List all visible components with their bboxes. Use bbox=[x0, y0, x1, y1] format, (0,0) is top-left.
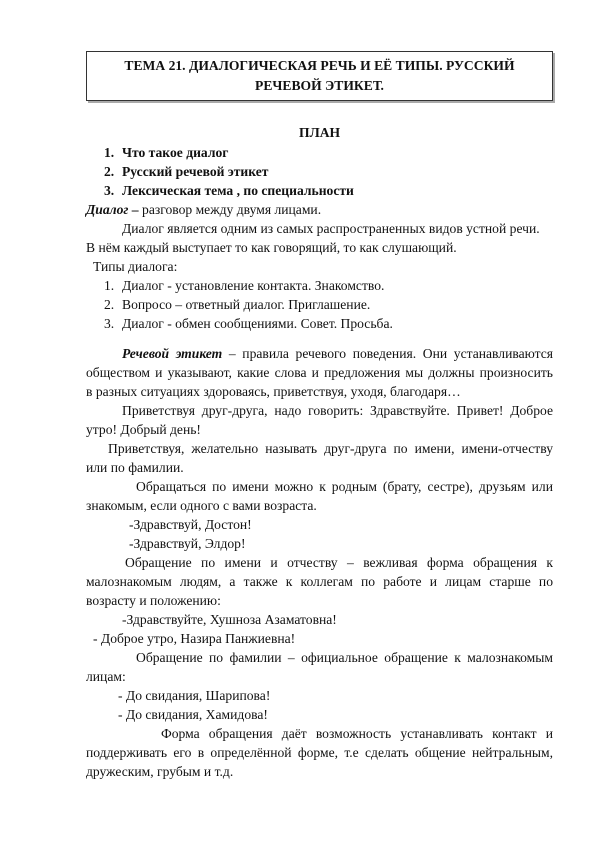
greeting-paragraph-line: утро! Добрый день! bbox=[86, 422, 201, 437]
example-line: -Здравствуй, Достон! bbox=[129, 517, 252, 532]
etiquette-paragraph-line: обществом и указывают, какие слова и предложения мы должны произносить bbox=[86, 365, 553, 380]
plan-item-num: 3. bbox=[104, 183, 115, 198]
name-paragraph-line: или по фамилии. bbox=[86, 460, 184, 475]
dialog-type-1: Диалог - установление контакта. Знакомство. bbox=[122, 278, 385, 293]
plan-item-2: Русский речевой этикет bbox=[122, 164, 269, 179]
dialog-definition bbox=[86, 201, 321, 219]
plan-item-3: Лексическая тема , по специальности bbox=[122, 183, 354, 198]
plan-item-num: 1. bbox=[104, 145, 115, 160]
plan-item-1: Что такое диалог bbox=[122, 145, 229, 160]
surname-paragraph-line: лицам: bbox=[86, 669, 126, 684]
plan-item-num: 2. bbox=[104, 164, 115, 179]
example-line: - Доброе утро, Назира Панжиевна! bbox=[93, 631, 296, 646]
example-line: -Здравствуй, Элдор! bbox=[129, 536, 246, 551]
title-line-2: РЕЧЕВОЙ ЭТИКЕТ. bbox=[255, 78, 384, 93]
title-line-1: ТЕМА 21. ДИАЛОГИЧЕСКАЯ РЕЧЬ И ЕЁ ТИПЫ. РУССКИЙ bbox=[124, 58, 515, 73]
dialog-type-num: 3. bbox=[104, 316, 115, 331]
form-paragraph-line: Форма обращения даёт возможность устанавливать контакт и bbox=[161, 726, 553, 741]
example-line: - До свидания, Шарипова! bbox=[118, 688, 271, 703]
dialog-type-num: 1. bbox=[104, 278, 115, 293]
etiquette-term: Речевой этикет bbox=[122, 346, 223, 361]
dialog-paragraph-line: В нём каждый выступает то как говорящий, то как слушающий. bbox=[86, 240, 457, 255]
form-paragraph-line: поддерживать его в определённой форме, т.е сделать общение нейтральным, bbox=[86, 745, 553, 760]
etiquette-paragraph-line bbox=[122, 345, 553, 363]
etiquette-def: – правила речевого поведения. Они устанавливаются bbox=[222, 346, 553, 361]
dialog-type-num: 2. bbox=[104, 297, 115, 312]
form-paragraph-line: дружеским, грубым и т.д. bbox=[86, 764, 234, 779]
dialog-def: разговор между двумя лицами. bbox=[142, 202, 322, 217]
patronymic-paragraph-line: малознакомым людям, а также к коллегам по работе и лицам старше по bbox=[86, 574, 553, 589]
dialog-type-3: Диалог - обмен сообщениями. Совет. Просьба. bbox=[122, 316, 393, 331]
dialog-type-2: Вопросо – ответный диалог. Приглашение. bbox=[122, 297, 371, 312]
patronymic-paragraph-line: Обращение по имени и отчеству – вежливая форма обращения к bbox=[125, 555, 553, 570]
dialog-types-heading: Типы диалога: bbox=[93, 259, 178, 274]
firstname-paragraph-line: знакомым, если одного с вами возраста. bbox=[86, 498, 317, 513]
example-line: -Здравствуйте, Хушноза Азаматовна! bbox=[122, 612, 337, 627]
dialog-term: Диалог – bbox=[86, 202, 143, 217]
etiquette-paragraph-line: в разных ситуациях здороваясь, приветствуя, уходя, благодаря… bbox=[86, 384, 461, 399]
example-line: - До свидания, Хамидова! bbox=[118, 707, 268, 722]
name-paragraph-line: Приветствуя, желательно называть друг-друга по имени, имени-отчеству bbox=[108, 441, 553, 456]
firstname-paragraph-line: Обращаться по имени можно к родным (брату, сестре), друзьям или bbox=[136, 479, 553, 494]
patronymic-paragraph-line: возрасту и положению: bbox=[86, 593, 221, 608]
dialog-paragraph-line: Диалог является одним из самых распространенных видов устной речи. bbox=[122, 221, 540, 236]
greeting-paragraph-line: Приветствуя друг-друга, надо говорить: Здравствуйте. Привет! Доброе bbox=[122, 403, 553, 418]
surname-paragraph-line: Обращение по фамилии – официальное обращение к малознакомым bbox=[136, 650, 553, 665]
plan-heading: ПЛАН bbox=[299, 125, 341, 140]
